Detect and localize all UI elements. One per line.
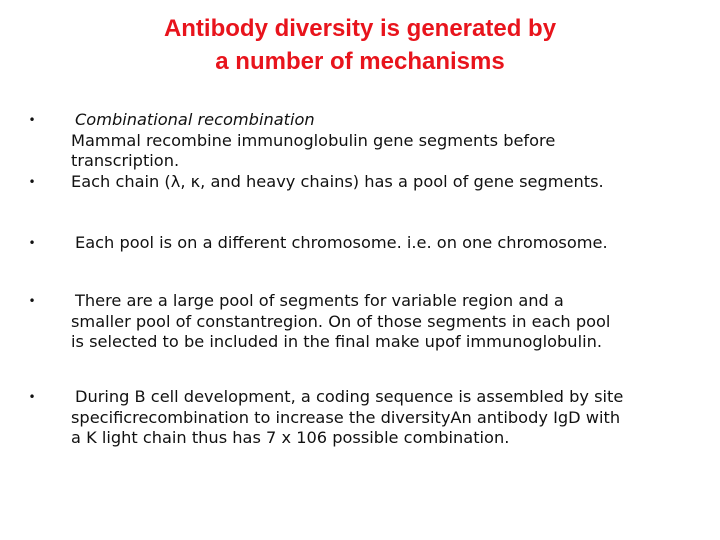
- bullet-text: transcription.: [71, 151, 180, 170]
- bullet-group-pool: [26, 233, 716, 254]
- bullet-text: a Κ light chain thus has 7 x 106 possible combination.: [71, 428, 510, 447]
- bullet-text: smaller pool of constantregion. On of those segments in each pool: [71, 311, 611, 331]
- slide-title-line-1: Antibody diversity is generated by: [163, 15, 557, 42]
- bullet-item-3: [26, 233, 716, 254]
- bullet-item-2: [26, 172, 716, 193]
- bullet-item-5: [26, 387, 716, 449]
- slide-title: [60, 12, 660, 78]
- bullet-icon: •: [28, 113, 36, 127]
- bullet-text: Each chain (λ, κ, and heavy chains) has a pool of gene segments.: [71, 171, 604, 191]
- bullet-heading: Combinational recombination: [75, 110, 315, 129]
- bullet-text: is selected to be included in the final make upof immunoglobulin.: [71, 332, 602, 351]
- bullet-icon: •: [28, 174, 36, 189]
- bullet-group-segments: [26, 291, 716, 353]
- bullet-text: There are a large pool of segments for variable region and a: [75, 291, 564, 310]
- bullet-item-1: [26, 110, 716, 172]
- bullet-text: Mammal recombine immunoglobulin gene segments before: [71, 130, 556, 150]
- bullet-text: specificrecombination to increase the diversityAn antibody IgD with: [71, 407, 621, 427]
- bullet-icon: •: [28, 294, 36, 308]
- bullet-icon: •: [28, 390, 36, 404]
- bullet-text: Each pool is on a different chromosome. i.e. on one chromosome.: [75, 233, 608, 252]
- bullet-group-recombination: [26, 110, 716, 192]
- bullet-text: During B cell development, a coding sequence is assembled by site: [75, 387, 624, 406]
- bullet-group-development: [26, 387, 716, 449]
- slide-title-line-2: a number of mechanisms: [215, 48, 505, 75]
- bullet-icon: •: [28, 236, 36, 250]
- bullet-item-4: [26, 291, 716, 353]
